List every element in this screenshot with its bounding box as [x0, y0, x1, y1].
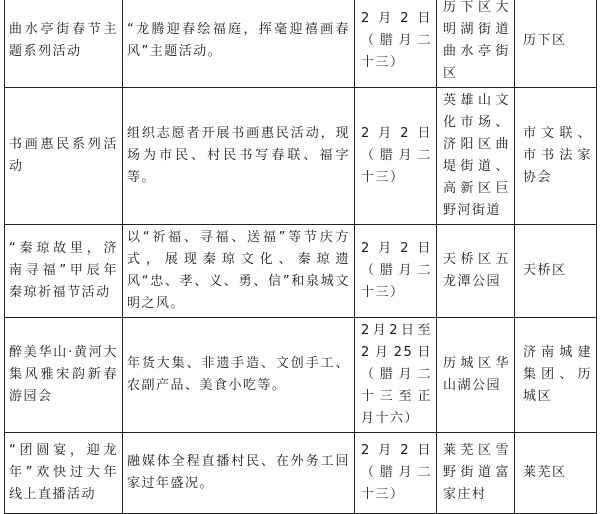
- activity-organizer-cell: 天桥区: [515, 225, 597, 318]
- activity-time-cell: 2月2日至2月25日（腊月二十三至正月十六）: [355, 318, 437, 433]
- activity-name-cell: “秦琼故里，济南寻福”甲辰年秦琼祈福节活动: [5, 225, 123, 318]
- activity-description-cell: 融媒体全程直播村民、在外务工回家过年盛况。: [123, 433, 355, 514]
- activity-place-cell: 历城区华山湖公园: [437, 318, 515, 433]
- activity-name-cell: 书画惠民系列活动: [5, 88, 123, 225]
- activity-place-cell: 莱芜区雪野街道富家庄村: [437, 433, 515, 514]
- activity-time-cell: 2月2日（腊月二十三）: [355, 0, 437, 88]
- activity-table: [4, 0, 597, 514]
- activity-place-cell: 历下区大明湖街道曲水亭街区: [437, 0, 515, 88]
- activity-name-cell: 曲水亭街春节主题系列活动: [5, 0, 123, 88]
- activity-description-cell: “龙腾迎春绘福庭，挥毫迎禧画春风”主题活动。: [123, 0, 355, 88]
- activity-name-cell: “团圆宴，迎龙年”欢快过大年线上直播活动: [5, 433, 123, 514]
- activity-place-cell: 英雄山文化市场、济阳区曲堤街道、高新区巨野河街道: [437, 88, 515, 225]
- activity-description-cell: 组织志愿者开展书画惠民活动，现场为市民、村民书写春联、福字等。: [123, 88, 355, 225]
- activity-organizer-cell: 济南城建集团、历城区: [515, 318, 597, 433]
- activity-place-cell: 天桥区五龙潭公园: [437, 225, 515, 318]
- table-row: [5, 318, 597, 433]
- activity-organizer-cell: 莱芜区: [515, 433, 597, 514]
- table-row: [5, 88, 597, 225]
- activity-description-cell: 以“祈福、寻福、送福”等节庆方式，展现秦琼文化、秦琼遗风“忠、孝、义、勇、信”和泉城文明之风。: [123, 225, 355, 318]
- activity-time-cell: 2月2日（腊月二十三）: [355, 88, 437, 225]
- activity-organizer-cell: 历下区: [515, 0, 597, 88]
- table-row: [5, 0, 597, 88]
- table-row: [5, 225, 597, 318]
- activity-name-cell: 醉美华山·黄河大集风雅宋韵新春游园会: [5, 318, 123, 433]
- table-row: [5, 433, 597, 514]
- activity-time-cell: 2月2日（腊月二十三）: [355, 433, 437, 514]
- activity-time-cell: 2月2日（腊月二十三）: [355, 225, 437, 318]
- activity-organizer-cell: 市文联、市书法家协会: [515, 88, 597, 225]
- activity-description-cell: 年货大集、非遗手造、文创手工、农副产品、美食小吃等。: [123, 318, 355, 433]
